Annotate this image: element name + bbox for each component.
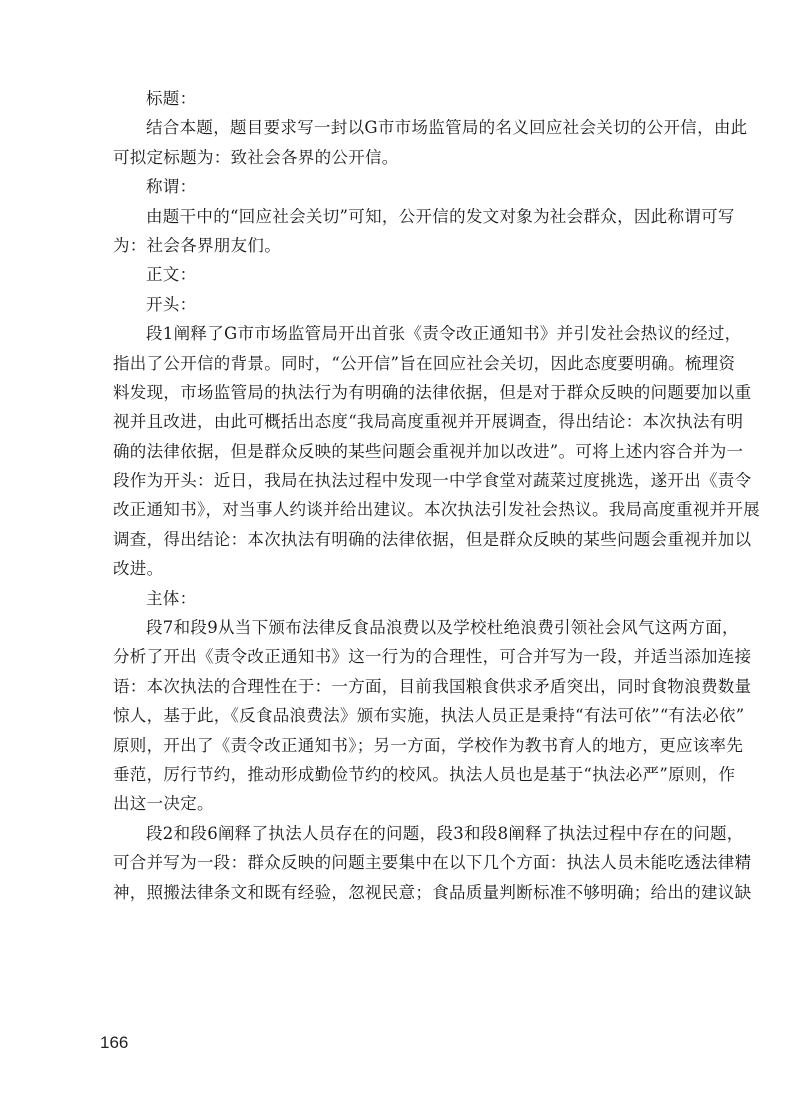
text-line: 改正通知书》，对当事人约谈并给出建议。本次执法引发社会热议。我局高度重视并开展 <box>113 500 760 520</box>
text-line: 指出了公开信的背景。同时，“公开信”旨在回应社会关切，因此态度要明确。梳理资 <box>113 353 736 373</box>
text-line: 开头： <box>146 294 197 314</box>
text-line: 主体： <box>146 588 197 608</box>
text-line: 段1阐释了G市市场监管局开出首张《责令改正通知书》并引发社会热议的经过， <box>146 324 742 344</box>
text-line: 神，照搬法律条文和既有经验，忽视民意；食品质量判断标准不够明确；给出的建议缺 <box>113 882 752 902</box>
text-line: 为：社会各界朋友们。 <box>113 235 281 255</box>
paragraph <box>113 113 748 172</box>
text-line: 正文： <box>146 265 197 285</box>
section-heading <box>113 290 693 319</box>
text-line: 垂范，厉行节约，推动形成勤俭节约的校风。执法人员也是基于“执法必严”原则，作 <box>113 764 736 784</box>
text-line: 改进。 <box>113 559 164 579</box>
text-line: 标题： <box>146 89 197 108</box>
document-body <box>113 84 760 907</box>
paragraph <box>113 319 760 584</box>
text-line: 料发现，市场监管局的执法行为有明确的法律依据，但是对于群众反映的问题要加以重 <box>113 382 752 402</box>
section-heading <box>113 584 693 613</box>
text-line: 由题干中的“回应社会关切”可知，公开信的发文对象为社会群众，因此称谓可写 <box>146 206 735 226</box>
text-line: 确的法律依据，但是群众反映的某些问题会重视并加以改进”。可将上述内容合并为一 <box>113 441 744 461</box>
paragraph <box>113 819 752 907</box>
text-line: 调查，得出结论：本次执法有明确的法律依据，但是群众反映的某些问题会重视并加以 <box>113 529 752 549</box>
section-heading <box>113 84 693 113</box>
text-line: 出这一决定。 <box>113 794 214 814</box>
section-heading <box>113 260 693 289</box>
section-heading <box>113 172 693 201</box>
text-line: 分析了开出《责令改正通知书》这一行为的合理性，可合并写为一段，并适当添加连接 <box>113 647 752 667</box>
paragraph <box>113 613 752 819</box>
paragraph <box>113 202 735 261</box>
text-line: 段2和段6阐释了执法人员存在的问题，段3和段8阐释了执法过程中存在的问题， <box>146 823 744 843</box>
text-line: 原则，开出了《责令改正通知书》；另一方面，学校作为教书育人的地方，更应该率先 <box>113 735 744 755</box>
text-line: 段7和段9从当下颁布法律反食品浪费以及学校杜绝浪费引领社会风气这两方面， <box>146 618 739 638</box>
text-line: 语：本次执法的合理性在于：一方面，目前我国粮食供求矛盾突出，同时食物浪费数量 <box>113 676 752 696</box>
text-line: 称谓： <box>146 177 197 197</box>
text-line: 视并且改进，由此可概括出态度“我局高度重视并开展调查，得出结论：本次执法有明 <box>113 412 744 432</box>
text-line: 结合本题，题目要求写一封以G市市场监管局的名义回应社会关切的公开信，由此 <box>146 118 748 138</box>
text-line: 惊人，基于此，《反食品浪费法》颁布实施，执法人员正是秉持“有法可依”“有法必依” <box>113 706 745 726</box>
text-line: 可合并写为一段：群众反映的问题主要集中在以下几个方面：执法人员未能吃透法律精 <box>113 853 752 873</box>
text-line: 段作为开头：近日，我局在执法过程中发现一中学食堂对蔬菜过度挑选，遂开出《责令 <box>113 471 752 491</box>
text-line: 可拟定标题为：致社会各界的公开信。 <box>113 147 399 167</box>
page-number: 166 <box>100 1033 129 1052</box>
